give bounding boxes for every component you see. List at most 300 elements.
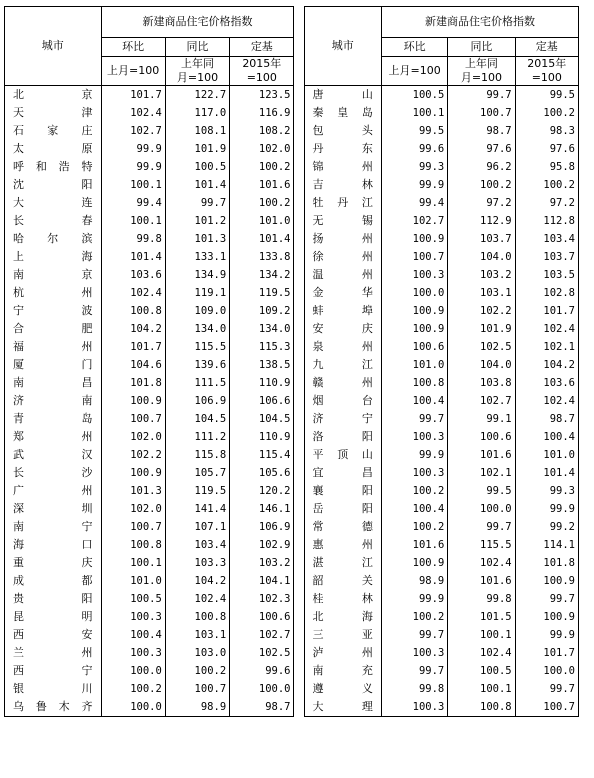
left-yoy-cell: 103.0 xyxy=(165,644,229,662)
table-row xyxy=(5,284,579,302)
left-yoy-cell: 102.4 xyxy=(165,590,229,608)
left-city-cell: 乌鲁木齐 xyxy=(5,698,102,717)
left-base-cell: 134.2 xyxy=(230,266,294,284)
column-gap xyxy=(294,464,304,482)
left-city-cell: 广州 xyxy=(5,482,102,500)
left-mom-cell: 100.8 xyxy=(101,302,165,320)
right-city-cell: 金华 xyxy=(304,284,381,302)
table-row xyxy=(5,554,579,572)
right-mom-cell: 99.5 xyxy=(381,122,447,140)
column-gap xyxy=(294,590,304,608)
left-base-cell: 100.2 xyxy=(230,158,294,176)
left-base-cell: 102.7 xyxy=(230,626,294,644)
column-gap xyxy=(294,284,304,302)
column-gap xyxy=(294,266,304,284)
table-row xyxy=(5,320,579,338)
left-mom-cell: 100.7 xyxy=(101,518,165,536)
right-mom-cell: 100.0 xyxy=(381,284,447,302)
right-base-cell: 98.3 xyxy=(515,122,578,140)
left-base-cell: 100.2 xyxy=(230,194,294,212)
column-gap xyxy=(294,194,304,212)
left-base-cell: 102.3 xyxy=(230,590,294,608)
left-city-cell: 北京 xyxy=(5,86,102,105)
right-yoy-header: 同比 xyxy=(448,38,515,57)
table-row xyxy=(5,104,579,122)
column-gap xyxy=(294,608,304,626)
right-yoy-cell: 101.5 xyxy=(448,608,515,626)
table-row xyxy=(5,500,579,518)
right-yoy-base-line1: 上年同 xyxy=(464,57,498,70)
right-city-cell: 烟台 xyxy=(304,392,381,410)
left-city-cell: 天津 xyxy=(5,104,102,122)
left-base-cell: 105.6 xyxy=(230,464,294,482)
right-yoy-cell: 99.1 xyxy=(448,410,515,428)
right-mom-cell: 100.4 xyxy=(381,500,447,518)
left-city-cell: 济南 xyxy=(5,392,102,410)
right-mom-cell: 100.2 xyxy=(381,608,447,626)
left-mom-cell: 104.6 xyxy=(101,356,165,374)
right-base-cell: 101.0 xyxy=(515,446,578,464)
right-city-cell: 泉州 xyxy=(304,338,381,356)
right-base-cell: 101.4 xyxy=(515,464,578,482)
right-base-cell: 101.7 xyxy=(515,302,578,320)
right-mom-cell: 100.9 xyxy=(381,554,447,572)
left-yoy-header: 同比 xyxy=(165,38,229,57)
left-yoy-cell: 98.9 xyxy=(165,698,229,717)
right-city-cell: 岳阳 xyxy=(304,500,381,518)
right-city-cell: 襄阳 xyxy=(304,482,381,500)
left-mom-cell: 101.4 xyxy=(101,248,165,266)
right-yoy-cell: 102.2 xyxy=(448,302,515,320)
column-gap xyxy=(294,302,304,320)
right-base-cell: 99.9 xyxy=(515,500,578,518)
left-mom-cell: 102.0 xyxy=(101,428,165,446)
table-row xyxy=(5,572,579,590)
left-mom-cell: 103.6 xyxy=(101,266,165,284)
right-yoy-cell: 100.1 xyxy=(448,626,515,644)
table-row xyxy=(5,302,579,320)
right-mom-cell: 100.5 xyxy=(381,86,447,105)
table-row xyxy=(5,230,579,248)
right-city-cell: 北海 xyxy=(304,608,381,626)
left-yoy-cell: 105.7 xyxy=(165,464,229,482)
right-yoy-cell: 97.6 xyxy=(448,140,515,158)
left-base-cell: 102.0 xyxy=(230,140,294,158)
right-mom-cell: 99.7 xyxy=(381,410,447,428)
right-mom-cell: 99.4 xyxy=(381,194,447,212)
left-mom-cell: 104.2 xyxy=(101,320,165,338)
table-row xyxy=(5,212,579,230)
table-row xyxy=(5,590,579,608)
left-base-cell: 106.9 xyxy=(230,518,294,536)
left-mom-cell: 100.1 xyxy=(101,212,165,230)
right-base-cell: 101.7 xyxy=(515,644,578,662)
right-base-cell: 103.7 xyxy=(515,248,578,266)
left-base-cell: 146.1 xyxy=(230,500,294,518)
table-row xyxy=(5,392,579,410)
left-mom-cell: 102.0 xyxy=(101,500,165,518)
left-base-cell: 103.2 xyxy=(230,554,294,572)
right-yoy-cell: 99.7 xyxy=(448,518,515,536)
left-fixed-base-line1: 2015年 xyxy=(242,57,282,70)
right-yoy-cell: 100.5 xyxy=(448,662,515,680)
right-base-cell: 102.8 xyxy=(515,284,578,302)
right-city-cell: 洛阳 xyxy=(304,428,381,446)
left-base-cell: 115.4 xyxy=(230,446,294,464)
right-city-cell: 济宁 xyxy=(304,410,381,428)
column-gap xyxy=(294,374,304,392)
table-row xyxy=(5,158,579,176)
right-city-cell: 徐州 xyxy=(304,248,381,266)
right-base-cell: 100.9 xyxy=(515,572,578,590)
right-yoy-cell: 100.0 xyxy=(448,500,515,518)
right-base-cell: 100.2 xyxy=(515,176,578,194)
left-base-cell: 101.0 xyxy=(230,212,294,230)
right-city-cell: 吉林 xyxy=(304,176,381,194)
left-city-cell: 石家庄 xyxy=(5,122,102,140)
column-gap xyxy=(294,104,304,122)
left-yoy-cell: 111.2 xyxy=(165,428,229,446)
left-mom-cell: 100.1 xyxy=(101,554,165,572)
left-city-cell: 成都 xyxy=(5,572,102,590)
left-fixed-base xyxy=(230,57,294,86)
left-base-cell: 100.6 xyxy=(230,608,294,626)
table-row xyxy=(5,356,579,374)
right-fixed-base xyxy=(515,57,578,86)
right-city-cell: 丹东 xyxy=(304,140,381,158)
right-city-cell: 常德 xyxy=(304,518,381,536)
right-base-cell: 97.6 xyxy=(515,140,578,158)
left-yoy-cell: 139.6 xyxy=(165,356,229,374)
left-base-cell: 100.0 xyxy=(230,680,294,698)
left-base-cell: 115.3 xyxy=(230,338,294,356)
table-row xyxy=(5,446,579,464)
left-city-cell: 呼和浩特 xyxy=(5,158,102,176)
right-yoy-cell: 102.4 xyxy=(448,554,515,572)
left-city-cell: 兰州 xyxy=(5,644,102,662)
right-base-cell: 99.2 xyxy=(515,518,578,536)
left-mom-cell: 100.9 xyxy=(101,392,165,410)
left-base-header: 定基 xyxy=(230,38,294,57)
right-city-cell: 韶关 xyxy=(304,572,381,590)
right-yoy-cell: 101.6 xyxy=(448,446,515,464)
left-base-cell: 134.0 xyxy=(230,320,294,338)
right-city-cell: 赣州 xyxy=(304,374,381,392)
right-yoy-cell: 103.2 xyxy=(448,266,515,284)
right-base-cell: 99.5 xyxy=(515,86,578,105)
left-yoy-cell: 134.9 xyxy=(165,266,229,284)
left-city-cell: 昆明 xyxy=(5,608,102,626)
left-yoy-cell: 100.2 xyxy=(165,662,229,680)
left-mom-cell: 100.2 xyxy=(101,680,165,698)
column-gap xyxy=(294,662,304,680)
left-yoy-cell: 106.9 xyxy=(165,392,229,410)
right-city-cell: 泸州 xyxy=(304,644,381,662)
left-yoy-cell: 100.5 xyxy=(165,158,229,176)
right-mom-cell: 100.7 xyxy=(381,248,447,266)
table-row xyxy=(5,266,579,284)
right-city-cell: 包头 xyxy=(304,122,381,140)
right-index-title: 新建商品住宅价格指数 xyxy=(381,7,578,38)
right-yoy-base xyxy=(448,57,515,86)
left-city-cell: 宁波 xyxy=(5,302,102,320)
column-gap xyxy=(294,320,304,338)
table-row xyxy=(5,176,579,194)
left-fixed-base-line2: =100 xyxy=(246,71,277,84)
right-yoy-base-line2: 月=100 xyxy=(460,71,503,84)
table-row xyxy=(5,518,579,536)
right-yoy-cell: 104.0 xyxy=(448,248,515,266)
left-yoy-cell: 108.1 xyxy=(165,122,229,140)
right-mom-cell: 100.9 xyxy=(381,320,447,338)
left-city-cell: 重庆 xyxy=(5,554,102,572)
right-base-cell: 99.3 xyxy=(515,482,578,500)
right-base-cell: 99.7 xyxy=(515,680,578,698)
left-base-cell: 101.4 xyxy=(230,230,294,248)
column-gap xyxy=(294,230,304,248)
left-base-cell: 106.6 xyxy=(230,392,294,410)
right-mom-header: 环比 xyxy=(381,38,447,57)
table-row xyxy=(5,248,579,266)
left-city-cell: 沈阳 xyxy=(5,176,102,194)
right-mom-cell: 99.3 xyxy=(381,158,447,176)
column-gap xyxy=(294,644,304,662)
left-base-cell: 102.9 xyxy=(230,536,294,554)
right-mom-cell: 99.7 xyxy=(381,626,447,644)
right-base-cell: 95.8 xyxy=(515,158,578,176)
left-mom-cell: 101.3 xyxy=(101,482,165,500)
table-row xyxy=(5,626,579,644)
column-gap xyxy=(294,500,304,518)
left-base-cell: 123.5 xyxy=(230,86,294,105)
column-gap xyxy=(294,626,304,644)
column-gap xyxy=(294,122,304,140)
right-mom-cell: 100.4 xyxy=(381,392,447,410)
table-row xyxy=(5,536,579,554)
column-gap xyxy=(294,446,304,464)
left-mom-cell: 99.9 xyxy=(101,140,165,158)
right-yoy-cell: 102.5 xyxy=(448,338,515,356)
left-base-cell: 110.9 xyxy=(230,374,294,392)
right-mom-cell: 100.9 xyxy=(381,302,447,320)
right-yoy-cell: 100.6 xyxy=(448,428,515,446)
left-yoy-cell: 104.2 xyxy=(165,572,229,590)
right-mom-cell: 100.3 xyxy=(381,464,447,482)
left-base-cell: 102.5 xyxy=(230,644,294,662)
right-city-cell: 安庆 xyxy=(304,320,381,338)
right-city-cell: 唐山 xyxy=(304,86,381,105)
right-city-cell: 温州 xyxy=(304,266,381,284)
left-index-title: 新建商品住宅价格指数 xyxy=(101,7,294,38)
column-gap xyxy=(294,338,304,356)
right-mom-cell: 100.6 xyxy=(381,338,447,356)
right-mom-cell: 100.3 xyxy=(381,428,447,446)
left-mom-cell: 100.7 xyxy=(101,410,165,428)
left-city-cell: 合肥 xyxy=(5,320,102,338)
left-yoy-base xyxy=(165,57,229,86)
right-yoy-cell: 99.7 xyxy=(448,86,515,105)
left-yoy-cell: 141.4 xyxy=(165,500,229,518)
left-yoy-cell: 100.7 xyxy=(165,680,229,698)
right-yoy-cell: 103.1 xyxy=(448,284,515,302)
right-mom-cell: 99.9 xyxy=(381,446,447,464)
right-mom-cell: 101.0 xyxy=(381,356,447,374)
left-city-cell: 大连 xyxy=(5,194,102,212)
right-base-cell: 100.0 xyxy=(515,662,578,680)
left-mom-cell: 102.4 xyxy=(101,104,165,122)
right-mom-cell: 100.9 xyxy=(381,230,447,248)
left-mom-cell: 99.9 xyxy=(101,158,165,176)
table-row xyxy=(5,374,579,392)
left-mom-cell: 101.8 xyxy=(101,374,165,392)
left-city-cell: 厦门 xyxy=(5,356,102,374)
left-mom-cell: 100.0 xyxy=(101,698,165,717)
left-yoy-cell: 101.4 xyxy=(165,176,229,194)
left-city-cell: 海口 xyxy=(5,536,102,554)
left-mom-cell: 99.8 xyxy=(101,230,165,248)
left-mom-cell: 100.1 xyxy=(101,176,165,194)
column-gap xyxy=(294,680,304,698)
right-yoy-cell: 100.7 xyxy=(448,104,515,122)
left-base-cell: 104.5 xyxy=(230,410,294,428)
right-yoy-cell: 100.8 xyxy=(448,698,515,717)
right-base-cell: 98.7 xyxy=(515,410,578,428)
column-gap xyxy=(294,698,304,717)
table-row xyxy=(5,86,579,105)
left-yoy-base-line2: 月=100 xyxy=(176,71,219,84)
right-base-cell: 103.5 xyxy=(515,266,578,284)
left-mom-cell: 100.0 xyxy=(101,662,165,680)
right-yoy-cell: 97.2 xyxy=(448,194,515,212)
right-yoy-cell: 115.5 xyxy=(448,536,515,554)
left-base-cell: 120.2 xyxy=(230,482,294,500)
column-gap xyxy=(294,212,304,230)
column-gap xyxy=(294,356,304,374)
table-row xyxy=(5,122,579,140)
right-mom-cell: 99.6 xyxy=(381,140,447,158)
left-city-cell: 上海 xyxy=(5,248,102,266)
left-base-cell: 101.6 xyxy=(230,176,294,194)
left-yoy-cell: 103.1 xyxy=(165,626,229,644)
column-gap xyxy=(294,158,304,176)
left-city-cell: 哈尔滨 xyxy=(5,230,102,248)
left-mom-cell: 101.7 xyxy=(101,86,165,105)
left-base-cell: 98.7 xyxy=(230,698,294,717)
right-city-cell: 蚌埠 xyxy=(304,302,381,320)
right-city-header: 城市 xyxy=(304,7,381,86)
left-mom-cell: 100.3 xyxy=(101,644,165,662)
column-gap xyxy=(294,86,304,105)
right-mom-cell: 100.3 xyxy=(381,644,447,662)
left-city-cell: 贵阳 xyxy=(5,590,102,608)
right-city-cell: 无锡 xyxy=(304,212,381,230)
left-yoy-cell: 101.2 xyxy=(165,212,229,230)
column-gap xyxy=(294,410,304,428)
left-mom-cell: 101.0 xyxy=(101,572,165,590)
left-yoy-cell: 117.0 xyxy=(165,104,229,122)
right-yoy-cell: 103.7 xyxy=(448,230,515,248)
column-gap xyxy=(294,248,304,266)
right-base-cell: 97.2 xyxy=(515,194,578,212)
column-gap xyxy=(294,176,304,194)
left-city-cell: 深圳 xyxy=(5,500,102,518)
left-mom-base: 上月=100 xyxy=(101,57,165,86)
left-yoy-cell: 115.8 xyxy=(165,446,229,464)
left-base-cell: 116.9 xyxy=(230,104,294,122)
right-fixed-base-line2: =100 xyxy=(531,71,562,84)
left-mom-header: 环比 xyxy=(101,38,165,57)
right-base-cell: 114.1 xyxy=(515,536,578,554)
left-city-cell: 武汉 xyxy=(5,446,102,464)
right-city-cell: 惠州 xyxy=(304,536,381,554)
column-gap xyxy=(294,428,304,446)
right-mom-cell: 102.7 xyxy=(381,212,447,230)
right-mom-cell: 100.2 xyxy=(381,518,447,536)
right-city-cell: 桂林 xyxy=(304,590,381,608)
right-city-cell: 牡丹江 xyxy=(304,194,381,212)
right-base-cell: 102.1 xyxy=(515,338,578,356)
right-yoy-cell: 104.0 xyxy=(448,356,515,374)
right-base-cell: 99.9 xyxy=(515,626,578,644)
right-yoy-cell: 99.8 xyxy=(448,590,515,608)
right-yoy-cell: 102.4 xyxy=(448,644,515,662)
left-yoy-cell: 119.1 xyxy=(165,284,229,302)
right-city-cell: 遵义 xyxy=(304,680,381,698)
left-city-cell: 杭州 xyxy=(5,284,102,302)
right-yoy-cell: 99.5 xyxy=(448,482,515,500)
left-city-cell: 南宁 xyxy=(5,518,102,536)
left-city-cell: 长沙 xyxy=(5,464,102,482)
left-yoy-cell: 107.1 xyxy=(165,518,229,536)
left-mom-cell: 100.5 xyxy=(101,590,165,608)
right-city-cell: 南充 xyxy=(304,662,381,680)
right-mom-cell: 99.9 xyxy=(381,590,447,608)
left-base-cell: 133.8 xyxy=(230,248,294,266)
price-index-table xyxy=(4,6,579,717)
right-city-cell: 大理 xyxy=(304,698,381,717)
left-mom-cell: 102.7 xyxy=(101,122,165,140)
left-city-cell: 青岛 xyxy=(5,410,102,428)
left-city-cell: 郑州 xyxy=(5,428,102,446)
column-gap xyxy=(294,392,304,410)
right-yoy-cell: 101.6 xyxy=(448,572,515,590)
left-base-cell: 119.5 xyxy=(230,284,294,302)
right-mom-cell: 100.8 xyxy=(381,374,447,392)
right-mom-cell: 100.3 xyxy=(381,266,447,284)
column-gap xyxy=(294,140,304,158)
table-row xyxy=(5,338,579,356)
left-yoy-cell: 109.0 xyxy=(165,302,229,320)
table-row xyxy=(5,680,579,698)
right-base-cell: 100.7 xyxy=(515,698,578,717)
table-row xyxy=(5,608,579,626)
table-row xyxy=(5,644,579,662)
left-mom-cell: 100.4 xyxy=(101,626,165,644)
left-city-cell: 银川 xyxy=(5,680,102,698)
right-mom-cell: 100.2 xyxy=(381,482,447,500)
right-mom-cell: 99.7 xyxy=(381,662,447,680)
price-index-table-container xyxy=(4,6,579,717)
right-base-cell: 102.4 xyxy=(515,320,578,338)
right-yoy-cell: 98.7 xyxy=(448,122,515,140)
column-gap xyxy=(294,572,304,590)
right-city-cell: 宜昌 xyxy=(304,464,381,482)
right-city-cell: 湛江 xyxy=(304,554,381,572)
left-base-cell: 109.2 xyxy=(230,302,294,320)
right-base-cell: 99.7 xyxy=(515,590,578,608)
right-base-cell: 112.8 xyxy=(515,212,578,230)
left-mom-cell: 100.8 xyxy=(101,536,165,554)
